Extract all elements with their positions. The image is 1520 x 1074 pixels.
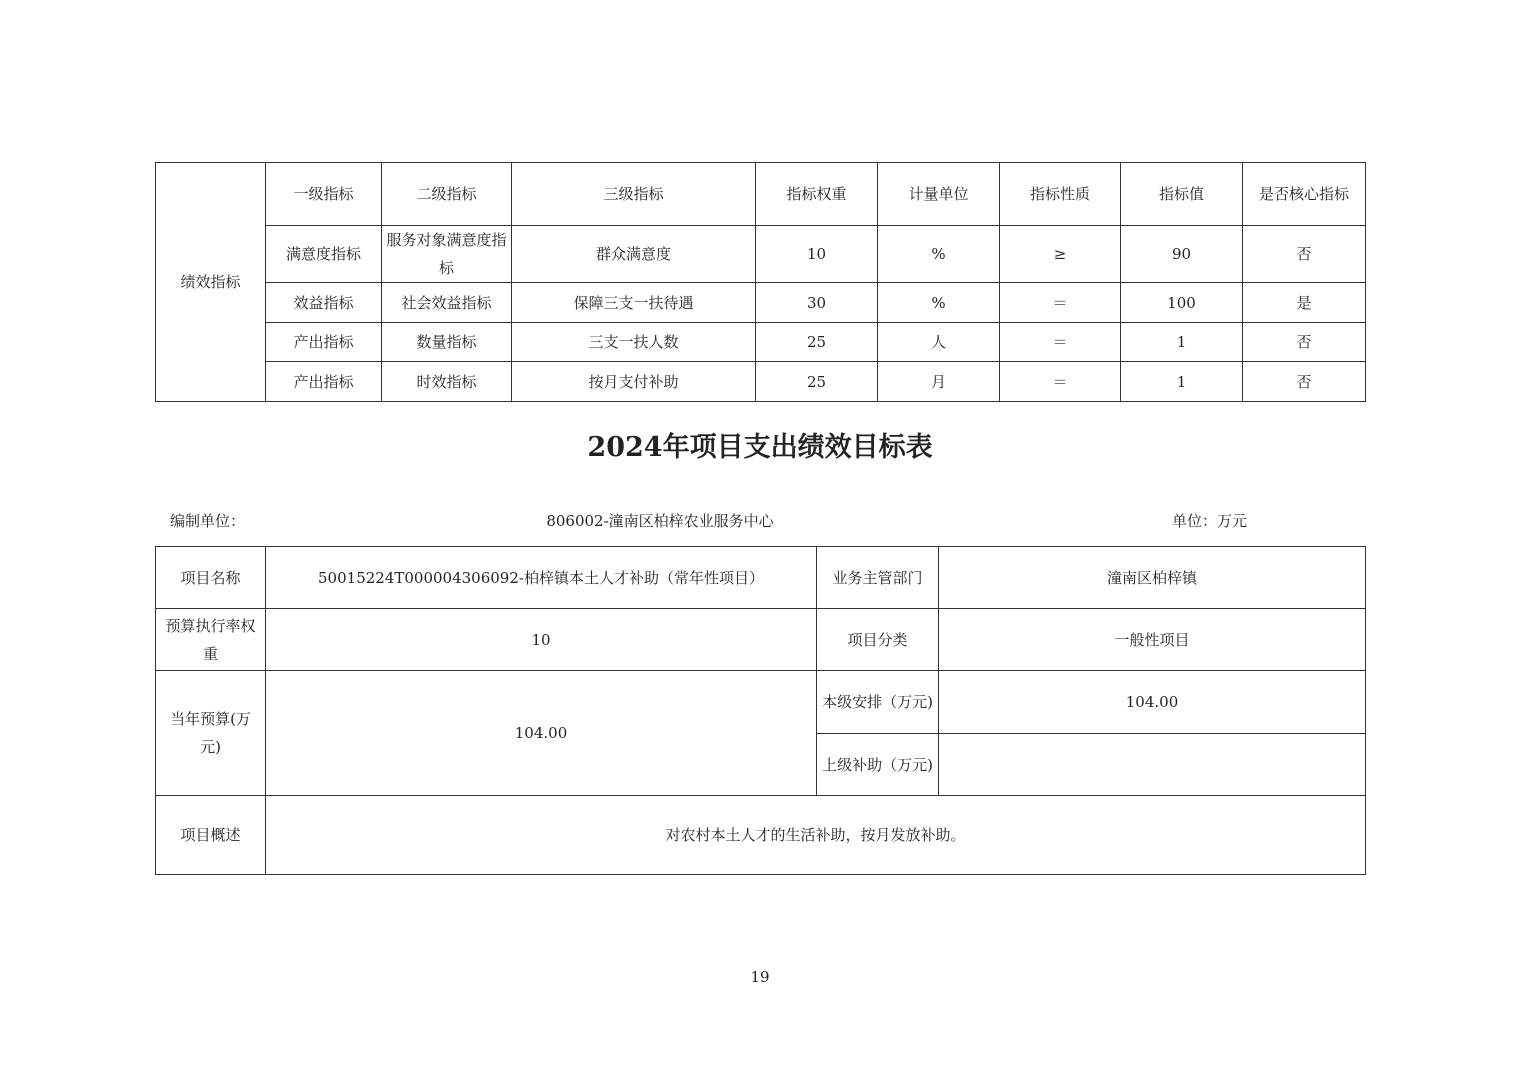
dept-label: 业务主管部门 xyxy=(817,547,939,609)
table-cell: 否 xyxy=(1243,226,1366,283)
table-cell: 满意度指标 xyxy=(266,226,382,283)
section-label-cell: 绩效指标 xyxy=(156,163,266,402)
project-table xyxy=(155,546,1366,875)
table-cell: % xyxy=(878,226,1000,283)
local-allocation-value: 104.00 xyxy=(939,671,1366,734)
table-cell: 月 xyxy=(878,362,1000,402)
upper-subsidy-value xyxy=(939,734,1366,796)
table-cell: 群众满意度 xyxy=(512,226,756,283)
table-cell: 产出指标 xyxy=(266,362,382,402)
table-header-row xyxy=(156,163,1366,226)
table-cell: ≥ xyxy=(1000,226,1121,283)
exec-rate-value: 10 xyxy=(266,609,817,671)
table-row xyxy=(156,283,1366,323)
table-cell: 30 xyxy=(756,283,878,323)
table-row xyxy=(156,547,1366,609)
table-cell: 产出指标 xyxy=(266,323,382,362)
table-row xyxy=(156,609,1366,671)
table-row xyxy=(156,323,1366,362)
category-value: 一般性项目 xyxy=(939,609,1366,671)
table-cell: ＝ xyxy=(1000,362,1121,402)
header-cell: 一级指标 xyxy=(266,163,382,226)
table-cell: 三支一扶人数 xyxy=(512,323,756,362)
unit-value: 806002-潼南区柏梓农业服务中心 xyxy=(546,512,774,530)
table-cell: 100 xyxy=(1121,283,1243,323)
header-cell: 三级指标 xyxy=(512,163,756,226)
table-cell: 否 xyxy=(1243,362,1366,402)
project-name-label: 项目名称 xyxy=(156,547,266,609)
table-cell: 效益指标 xyxy=(266,283,382,323)
page-number: 19 xyxy=(750,968,770,986)
unit-label: 编制单位： xyxy=(170,512,246,530)
table-cell: 服务对象满意度指标 xyxy=(382,226,512,283)
table-cell: 人 xyxy=(878,323,1000,362)
page-title: 2024年项目支出绩效目标表 xyxy=(587,432,933,463)
performance-indicators-table xyxy=(155,162,1366,402)
header-cell: 计量单位 xyxy=(878,163,1000,226)
exec-rate-label: 预算执行率权重 xyxy=(156,609,266,671)
table-cell: ＝ xyxy=(1000,323,1121,362)
local-allocation-label: 本级安排（万元) xyxy=(817,671,939,734)
table-cell: % xyxy=(878,283,1000,323)
table-cell: 数量指标 xyxy=(382,323,512,362)
dept-value: 潼南区柏梓镇 xyxy=(939,547,1366,609)
table-cell: 90 xyxy=(1121,226,1243,283)
table-cell: 25 xyxy=(756,362,878,402)
table-row xyxy=(156,796,1366,875)
header-cell: 指标值 xyxy=(1121,163,1243,226)
header-cell: 二级指标 xyxy=(382,163,512,226)
table-row xyxy=(156,671,1366,734)
table-cell: ＝ xyxy=(1000,283,1121,323)
table-cell: 社会效益指标 xyxy=(382,283,512,323)
budget-label: 当年预算(万元) xyxy=(156,671,266,796)
header-cell: 是否核心指标 xyxy=(1243,163,1366,226)
table-cell: 1 xyxy=(1121,362,1243,402)
overview-value: 对农村本土人才的生活补助，按月发放补助。 xyxy=(266,796,1366,875)
table-cell: 时效指标 xyxy=(382,362,512,402)
overview-label: 项目概述 xyxy=(156,796,266,875)
currency-unit: 单位：万元 xyxy=(1172,512,1248,530)
table-cell: 是 xyxy=(1243,283,1366,323)
table-cell: 10 xyxy=(756,226,878,283)
project-name-value: 50015224T000004306092-柏梓镇本土人才补助（常年性项目） xyxy=(266,547,817,609)
table-cell: 保障三支一扶待遇 xyxy=(512,283,756,323)
header-cell: 指标性质 xyxy=(1000,163,1121,226)
category-label: 项目分类 xyxy=(817,609,939,671)
header-cell: 指标权重 xyxy=(756,163,878,226)
table-cell: 否 xyxy=(1243,323,1366,362)
budget-value: 104.00 xyxy=(266,671,817,796)
table-row xyxy=(156,226,1366,283)
table-row xyxy=(156,362,1366,402)
upper-subsidy-label: 上级补助（万元) xyxy=(817,734,939,796)
table-cell: 1 xyxy=(1121,323,1243,362)
table-cell: 按月支付补助 xyxy=(512,362,756,402)
table-cell: 25 xyxy=(756,323,878,362)
